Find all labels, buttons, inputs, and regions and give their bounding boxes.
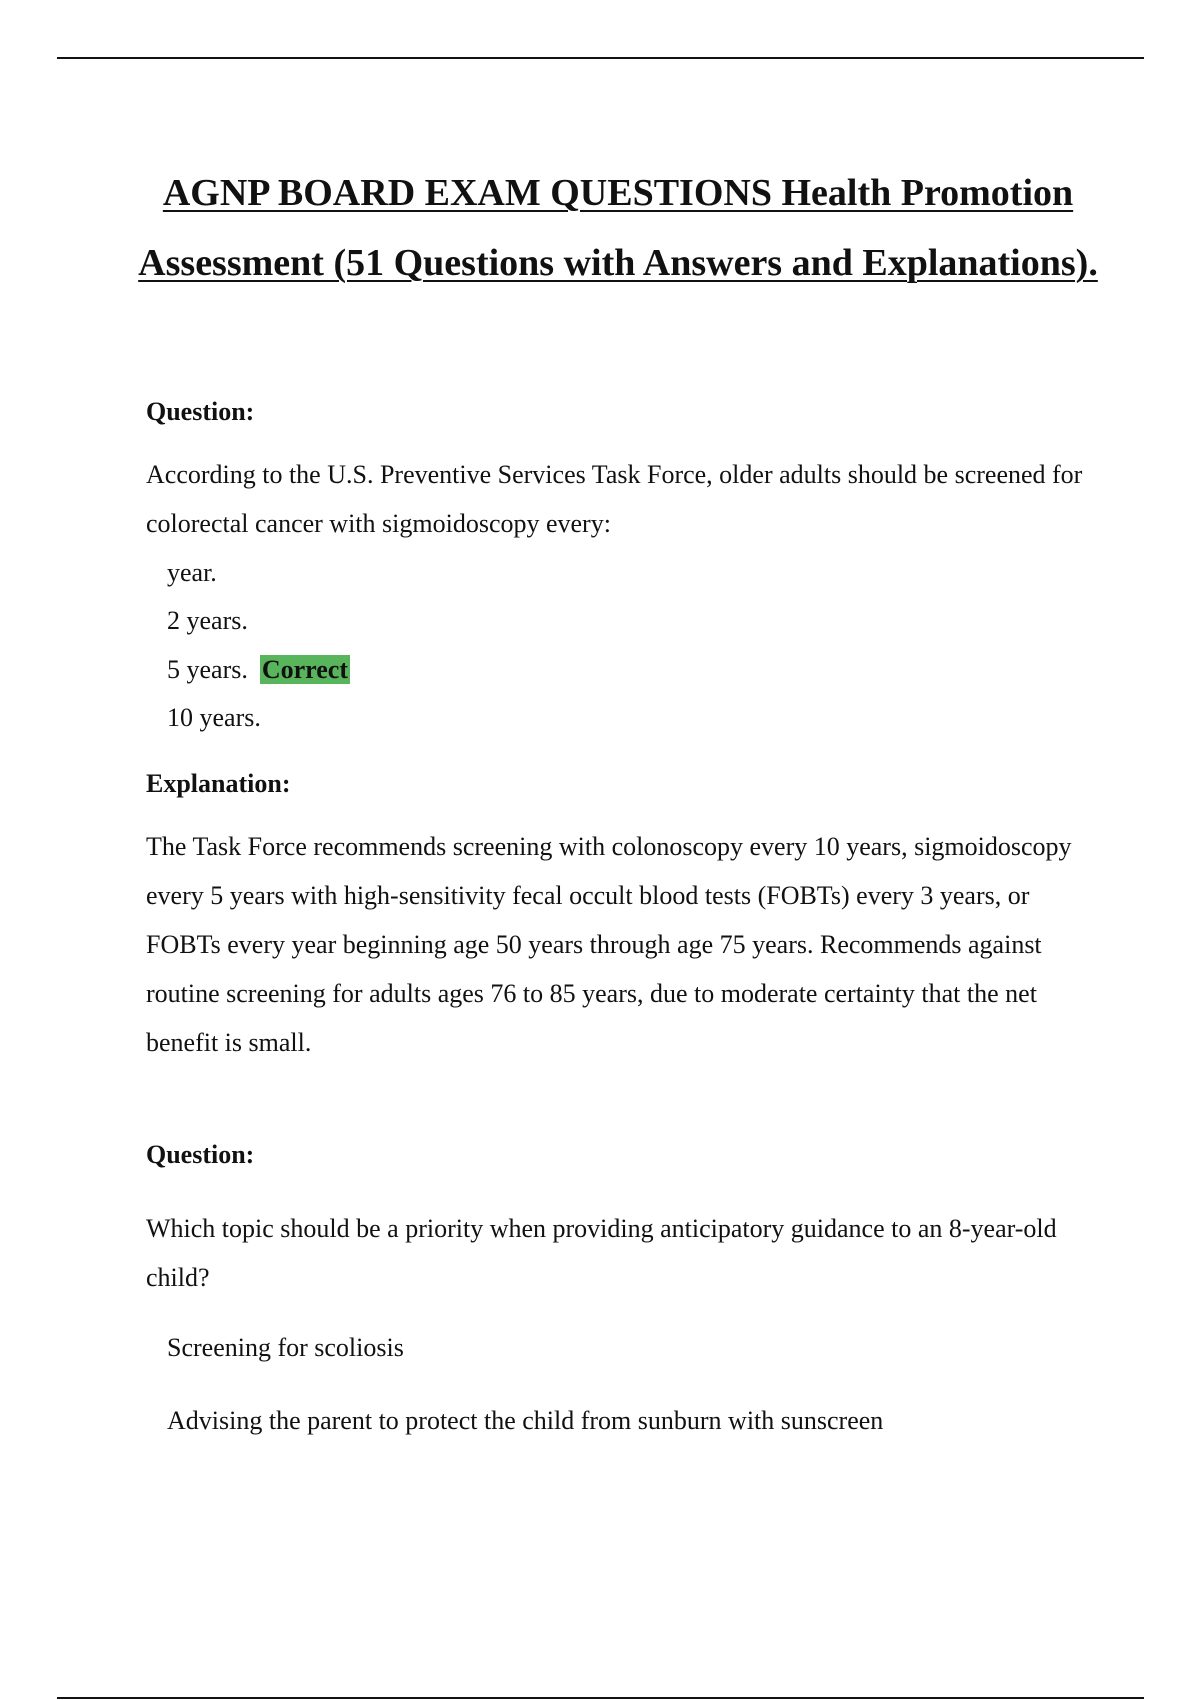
bottom-rule [57, 1697, 1144, 1699]
question-label: Question: [146, 397, 255, 426]
explanation-text: The Task Force recommends screening with colonoscopy every 10 years, sigmoidoscopy every 5 years with high-sensitivity fecal occult blood tests (FOBTs) every 3 years, or FOBTs every year beginning age 50 years through age 75 years. Recommends against routine screening for adults ages 76 to 85 years, due to moderate certainty that the net benefit is small. [146, 832, 1072, 1057]
answer-option-text: 5 years. [167, 655, 248, 684]
question-label: Question: [146, 1140, 255, 1169]
answer-option: year. [167, 558, 217, 587]
answer-option: 10 years. [167, 703, 261, 732]
answer-option: Advising the parent to protect the child from sunburn with sunscreen [167, 1406, 884, 1435]
question-text: According to the U.S. Preventive Services Task Force, older adults should be screened for colorectal cancer with sigmoidoscopy every: [146, 460, 1083, 538]
question-text: Which topic should be a priority when providing anticipatory guidance to an 8-year-old child? [146, 1214, 1057, 1292]
answer-option: 2 years. [167, 606, 248, 635]
answer-option: Screening for scoliosis [167, 1333, 404, 1362]
explanation-label: Explanation: [146, 769, 291, 798]
document-title: AGNP BOARD EXAM QUESTIONS Health Promotion Assessment (51 Questions with Answers and Explanations). [138, 172, 1098, 284]
top-rule [57, 57, 1144, 59]
correct-badge: Correct [261, 655, 348, 684]
answer-option-correct [167, 655, 350, 685]
